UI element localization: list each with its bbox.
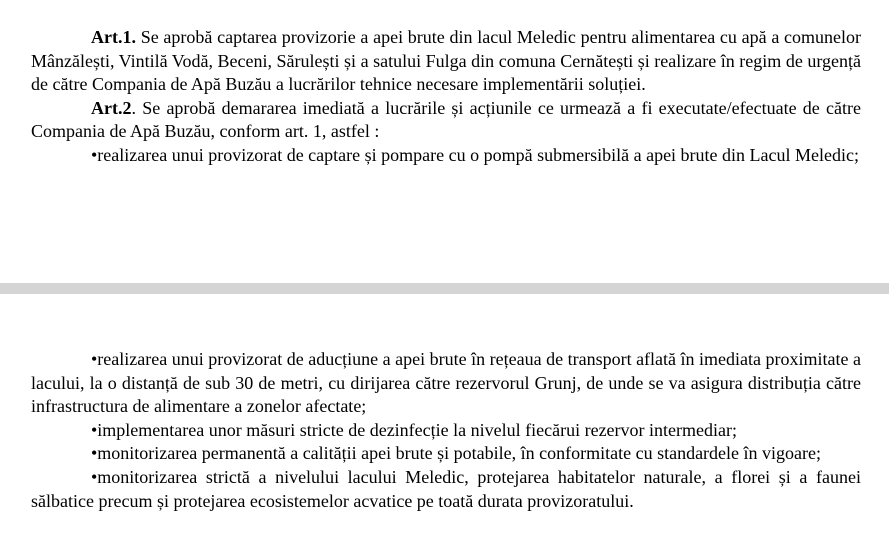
bullet-captare: •realizarea unui provizorat de captare și pompare cu o pompă submersibilă a apei brute din Lacul Meledic;: [91, 144, 859, 165]
article-2-paragraph: [31, 97, 861, 144]
article-2-text: . Se aprobă demararea imediată a lucrările și acțiunile ce urmează a fi executate/efectuate de către Compania de Apă Buzău, conform art. 1, astfel :: [31, 97, 861, 142]
bullet-monitorizare-calitate: •monitorizarea permanentă a calității apei brute și potabile, în conformitate cu standardele în vigoare;: [91, 443, 822, 464]
article-1-paragraph: [31, 26, 861, 97]
bullet-aductiune: •realizarea unui provizorat de aducțiune a apei brute în rețeaua de transport aflată în imediata proximitate a lacului, la o distanță de sub 30 de metri, cu dirijarea către rezervorul Grunj, de unde se va asigura distribuția către infrastructura de alimentare a zonelor afectate;: [31, 349, 861, 417]
page-separator: [0, 283, 889, 294]
article-1-text: Se aprobă captarea provizorie a apei brute din lacul Meledic pentru alimentarea cu apă a comunelor Mânzălești, Vintilă Vodă, Beceni, Sărulești și a satului Fulga din comuna Cernătești și realizare în regim de urgență de către Compania de Apă Buzău a lucrărilor tehnice necesare implementării soluției.: [31, 27, 861, 95]
article-2-label: Art.2: [91, 97, 132, 118]
page-1-text: [31, 26, 861, 168]
page-2: [0, 294, 889, 542]
bullet-dezinfectie: •implementarea unor măsuri stricte de dezinfecție la nivelul fiecărui rezervor intermediar;: [91, 419, 737, 440]
article-1-label: Art.1.: [91, 27, 136, 47]
bullet-monitorizare-lac: •monitorizarea strictă a nivelului lacului Meledic, protejarea habitatelor naturale, a florei și a faunei sălbatice precum și protejarea ecosistemelor acvatice pe toată durata provizoratului.: [31, 466, 861, 511]
page-2-text: [31, 348, 861, 513]
